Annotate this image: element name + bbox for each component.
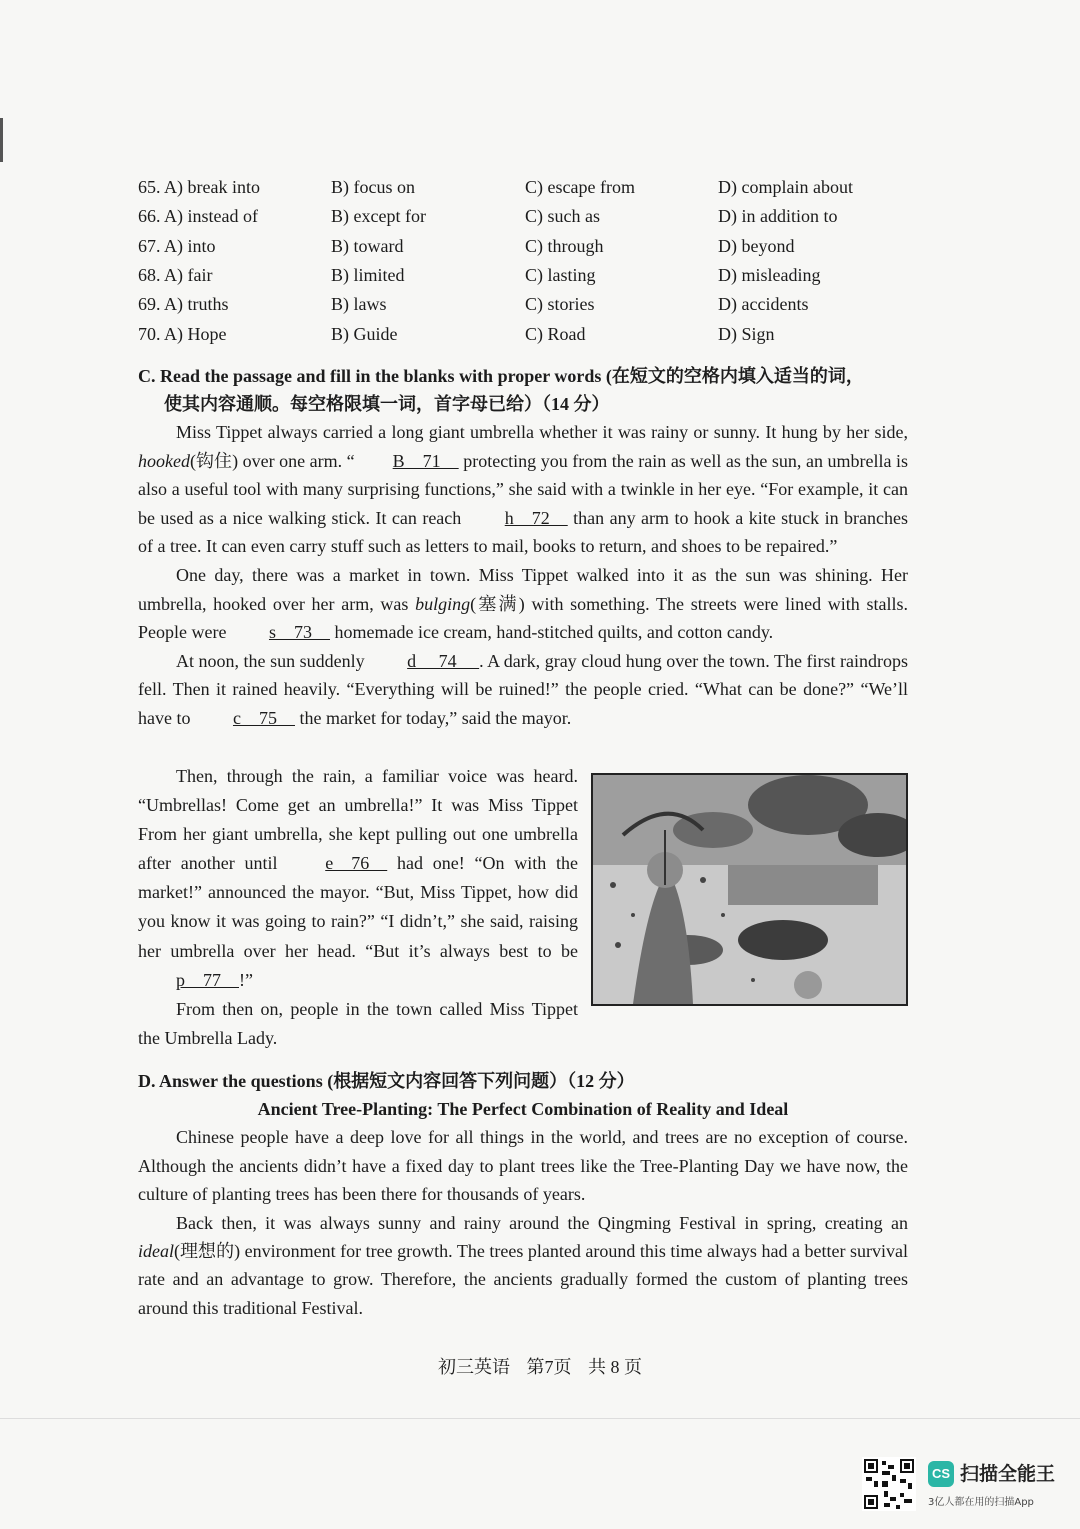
section-c-heading: C. Read the passage and fill in the blanks with proper words (在短文的空格内填入适当的词， 使其内容通顺。每空格限填一词，首字母已给）（14 分）: [138, 366, 864, 414]
option-row: 68. A) fair B) limited C) lasting D) misleading: [138, 265, 821, 286]
footer-page: 第7页: [526, 1357, 572, 1377]
divider: [0, 1418, 1080, 1419]
blank-73: s 73: [268, 622, 330, 643]
illustration-drawing: [593, 775, 906, 1004]
paragraph: At noon, the sun suddenly d 74 . A dark, gray cloud hung over the town. The first raindrops fell. Then it rained heavily. “Everything will be ruined!” the people cried. “What can be done?” “We’ll have to c 75 the market for today,” said the mayor.: [138, 647, 908, 733]
blank-76: e 76: [325, 853, 388, 874]
paragraph: Back then, it was always sunny and rainy around the Qingming Festival in spring, creating an ideal(理想的) environment for tree growth. The trees planted around this time always had a better survival rate and an advantage to grow. Therefore, the ancients gradually formed the custom of planting trees around this traditional Festival.: [138, 1212, 908, 1318]
passage-title: Ancient Tree-Planting: The Perfect Combination of Reality and Ideal: [257, 1099, 789, 1119]
footer-total: 共 8 页: [588, 1357, 642, 1377]
blank-77: p 77: [176, 969, 239, 990]
multiple-choice-options: [138, 173, 918, 349]
section-d: [138, 1067, 908, 1322]
blank-75: c 75: [232, 707, 295, 728]
qr-code-icon: [862, 1457, 916, 1511]
option-row: 65. A) break into B) focus on C) escape from D) complain about: [138, 177, 853, 198]
section-d-heading: D. Answer the questions (根据短文内容回答下列问题）（12 分）: [138, 1071, 635, 1091]
scanner-watermark: [862, 1455, 1062, 1511]
scanner-tagline: 3亿人都在用的扫描App: [928, 1497, 1034, 1508]
market-umbrella-illustration: [591, 773, 908, 1006]
paragraph: Miss Tippet always carried a long giant umbrella whether it was rainy or sunny. It hung by her side, hooked(钩住) over one arm. “ B 71 protecting you from the rain as well as the sun, an umbrella is also a useful tool with many surprising functions,” she said with a twinkle in her eye. “For example, it can be used as a nice walking stick. It can reach h 72 than any arm to hook a kite stuck in branches of a tree. It can even carry stuff such as letters to mail, books to return, and shoes to be repaired.”: [138, 422, 908, 557]
paragraph: Chinese people have a deep love for all things in the world, and trees are no exception of course. Although the ancients didn’t have a fixed day to plant trees like the Tree-Planting Day we have now, the culture of planting trees has been there for thousands of years.: [138, 1127, 908, 1205]
blank-74: d 74: [407, 650, 480, 671]
option-row: 69. A) truths B) laws C) stories D) accidents: [138, 294, 809, 315]
blank-72: h 72: [504, 507, 568, 528]
section-c: [138, 362, 908, 733]
paragraph: From then on, people in the town called Miss Tippet the Umbrella Lady.: [138, 998, 578, 1048]
footer-subject: 初三英语: [438, 1357, 510, 1377]
scanner-app-name: 扫描全能王: [960, 1463, 1056, 1485]
paragraph: Then, through the rain, a familiar voice was heard. “Umbrellas! Come get an umbrella!” It was Miss Tippet From her giant umbrella, she kept pulling out one umbrella after another until e 76 had one! “On with the market!” announced the mayor. “But, Miss Tippet, how did you know it was going to rain?” “I didn’t,” she said, raising her umbrella over her head. “But it’s always best to be p 77 !”: [138, 762, 578, 995]
page-footer: [0, 1353, 1080, 1379]
section-c-continued: [138, 762, 578, 1053]
option-row: 67. A) into B) toward C) through D) beyond: [138, 235, 795, 256]
scan-edge-mark: [0, 118, 3, 162]
paragraph: One day, there was a market in town. Miss Tippet walked into it as the sun was shining. Her umbrella, hooked over her arm, was bulging(塞满) with something. The streets were lined with stalls. People were s 73 homemade ice cream, hand-stitched quilts, and cotton candy.: [138, 561, 908, 647]
option-row: 66. A) instead of B) except for C) such as D) in addition to: [138, 206, 838, 227]
blank-71: B 71: [392, 450, 459, 471]
camscanner-logo-icon: CS: [928, 1461, 954, 1487]
option-row: 70. A) Hope B) Guide C) Road D) Sign: [138, 323, 775, 344]
